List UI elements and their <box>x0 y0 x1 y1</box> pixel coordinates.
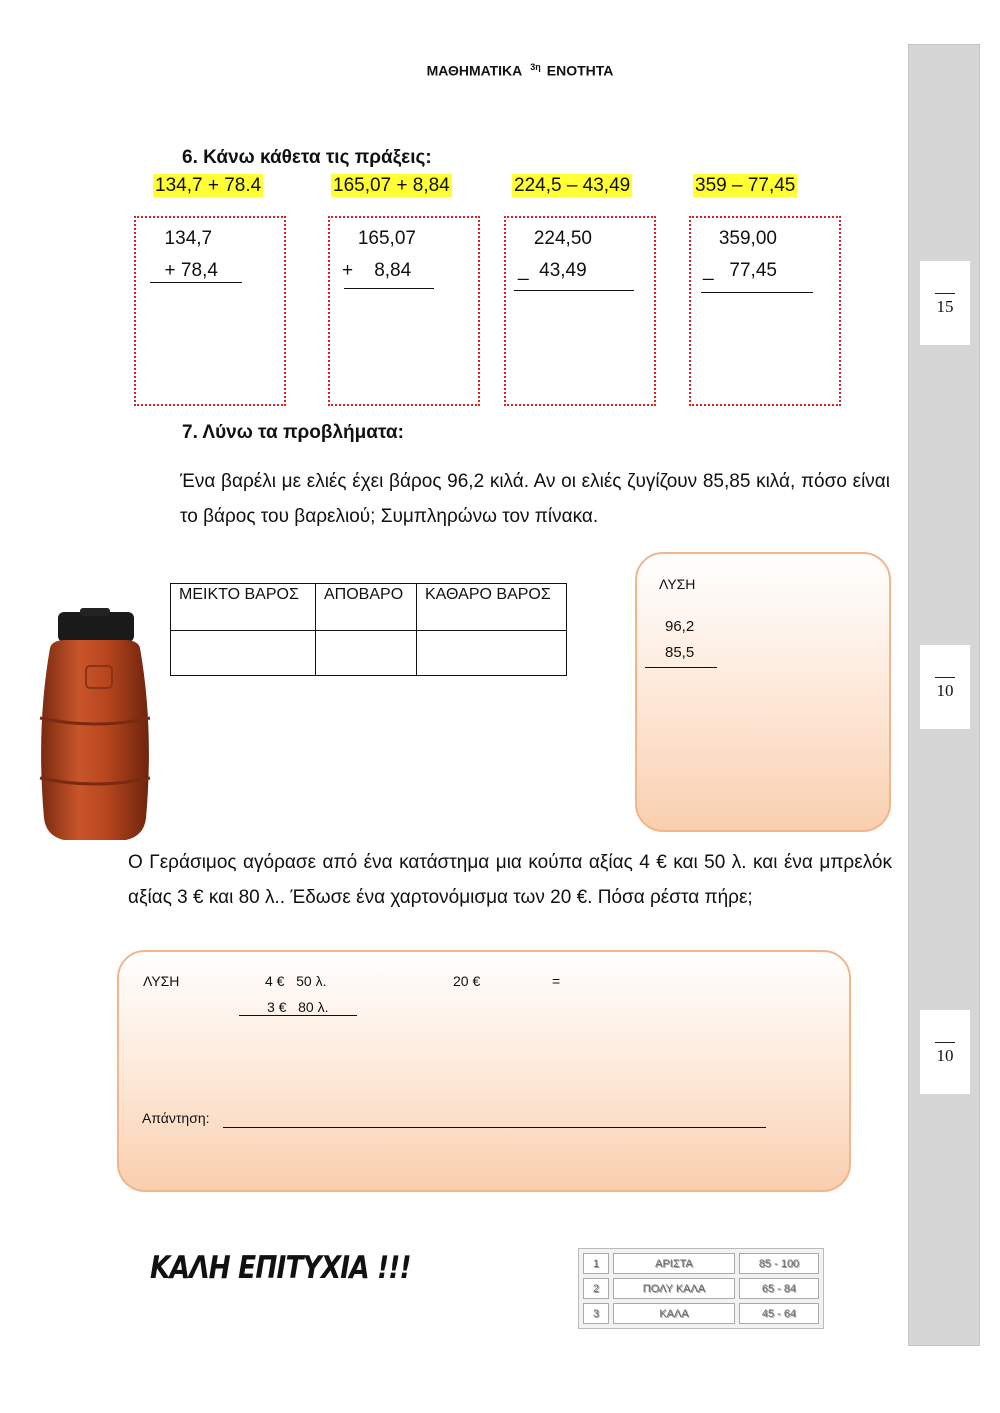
solution-box-1[interactable] <box>635 552 891 832</box>
header-subject: ΜΑΘΗΜΑΤΙΚΑ <box>426 62 523 79</box>
grade-number: 1 <box>583 1253 609 1274</box>
task7-title: 7. Λύνω τα προβλήματα: <box>182 422 404 443</box>
score-max: 15 <box>936 297 954 316</box>
col-gross-weight: ΜΕΙΚΤΟ ΒΑΡΟΣ <box>171 584 316 631</box>
grade-range: 45 - 64 <box>739 1303 819 1324</box>
answer-line[interactable] <box>223 1127 766 1128</box>
task6-expr-2: 165,07 + 8,84 <box>333 175 450 196</box>
olive-barrel-image <box>34 608 156 844</box>
grade-row <box>583 1278 819 1299</box>
operand-2: _ 43,49 <box>518 260 587 281</box>
score-box-task6 <box>920 261 970 345</box>
operand-1: 224,50 <box>518 228 592 249</box>
solution-note: 20 € <box>453 973 481 989</box>
work-box-4[interactable] <box>689 216 841 406</box>
work-box-2[interactable] <box>328 216 480 406</box>
col-net-weight: ΚΑΘΑΡΟ ΒΑΡΟΣ <box>417 584 567 631</box>
grade-row <box>583 1303 819 1324</box>
grade-number: 3 <box>583 1303 609 1324</box>
score-box-problem1 <box>920 645 970 729</box>
solution-label: ΛΥΣΗ <box>143 973 180 989</box>
score-box-problem2 <box>920 1010 970 1094</box>
solution-operand-2: 3 € 80 λ. <box>267 999 329 1015</box>
header-unit-number: 3η <box>530 62 541 72</box>
solution-operand-2: 85,5 <box>665 644 695 661</box>
cell-gross-weight[interactable] <box>171 631 316 676</box>
grade-legend <box>578 1248 824 1329</box>
operand-2: _ 77,45 <box>703 260 777 281</box>
grade-label: ΚΑΛΑ <box>613 1303 735 1324</box>
grade-label: ΠΟΛΥ ΚΑΛΑ <box>613 1278 735 1299</box>
work-box-3[interactable] <box>504 216 656 406</box>
operand-2: + 8,84 <box>342 260 412 281</box>
grade-number: 2 <box>583 1278 609 1299</box>
solution-operand-1: 96,2 <box>665 618 695 635</box>
operand-2: + 78,4 <box>154 260 218 281</box>
problem1-text: Ένα βαρέλι με ελιές έχει βάρος 96,2 κιλά. Αν οι ελιές ζυγίζουν 85,85 κιλά, πόσο είναι το βάρος του βαρελιού; Συμπληρώνω τον πίνακα. <box>180 471 890 527</box>
grade-range: 65 - 84 <box>739 1278 819 1299</box>
task6-expr-4: 359 – 77,45 <box>695 175 796 196</box>
good-luck-text: ΚΑΛΗ ΕΠΙΤΥΧΙΑ !!! <box>150 1250 411 1286</box>
work-box-1[interactable] <box>134 216 286 406</box>
grade-range: 85 - 100 <box>739 1253 819 1274</box>
score-max: 10 <box>936 681 954 700</box>
task6-title: 6. Κάνω κάθετα τις πράξεις: <box>182 147 432 168</box>
solution-equals: = <box>552 973 561 989</box>
operand-1: 134,7 <box>154 228 213 249</box>
grade-row <box>583 1253 819 1274</box>
problem2-text: Ο Γεράσιμος αγόρασε από ένα κατάστημα μια κούπα αξίας 4 € και 50 λ. και ένα μπρελόκ αξίας 3 € και 80 λ.. Έδωσε ένα χαρτονόμισμα των 20 €. Πόσα ρέστα πήρε; <box>128 852 892 908</box>
page-header <box>0 62 1000 79</box>
operand-1: 165,07 <box>342 228 416 249</box>
cell-net-weight[interactable] <box>417 631 567 676</box>
header-unit: ΕΝΟΤΗΤΑ <box>546 62 614 79</box>
solution-box-2[interactable] <box>117 950 851 1192</box>
operand-1: 359,00 <box>703 228 777 249</box>
score-max: 10 <box>936 1046 954 1065</box>
weight-table <box>170 583 567 676</box>
solution-operand-1: 4 € 50 λ. <box>265 973 327 989</box>
cell-tare[interactable] <box>316 631 417 676</box>
answer-label: Απάντηση: <box>142 1110 210 1126</box>
task6-expr-1: 134,7 + 78.4 <box>155 175 262 196</box>
task6-expr-3: 224,5 – 43,49 <box>514 175 631 196</box>
solution-label: ΛΥΣΗ <box>659 576 696 592</box>
grade-label: ΑΡΙΣΤΑ <box>613 1253 735 1274</box>
col-tare: ΑΠΟΒΑΡΟ <box>316 584 417 631</box>
